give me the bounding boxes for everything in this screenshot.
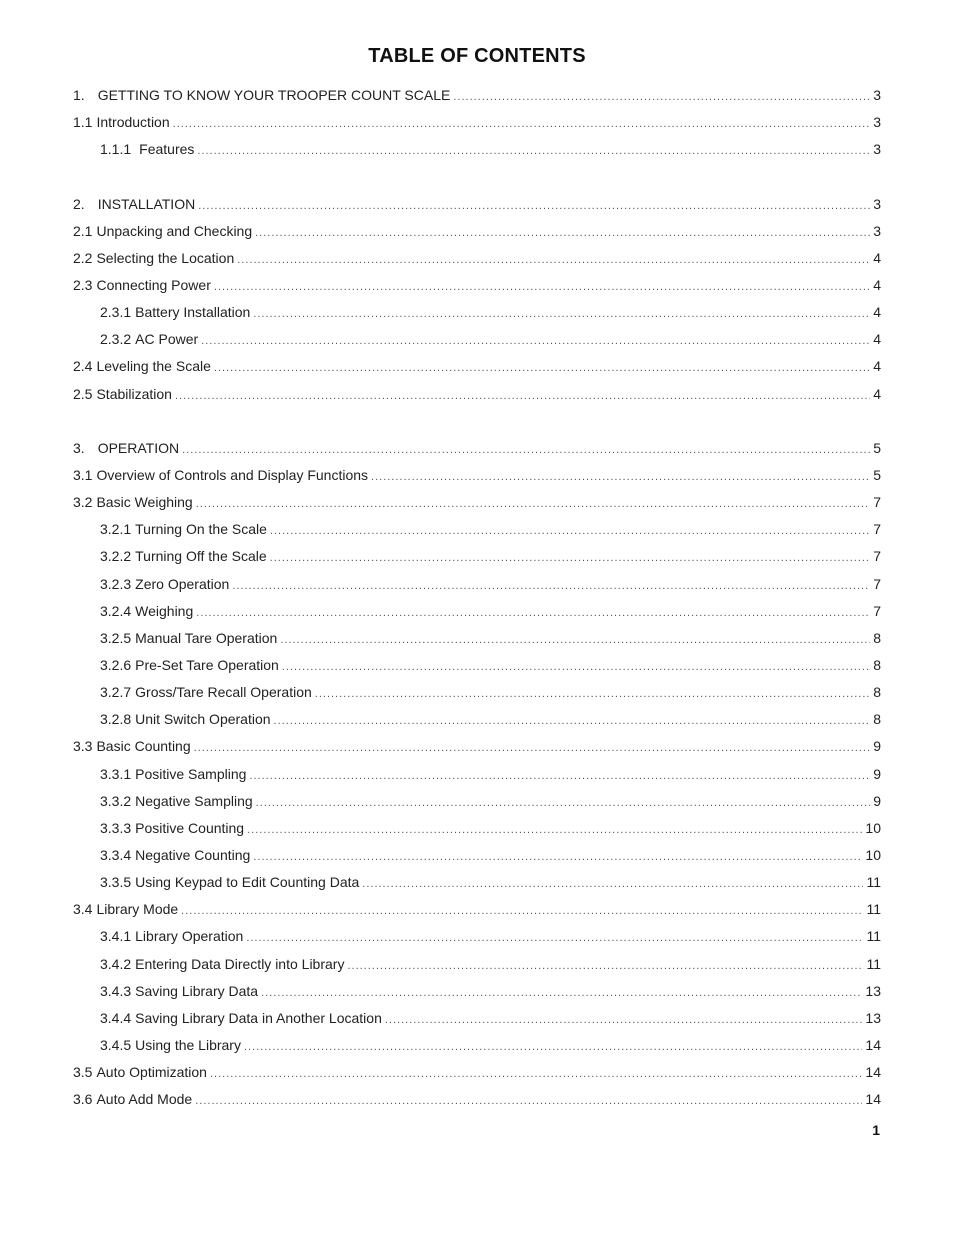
toc-entry-title: Introduction	[96, 114, 170, 131]
toc-entry-label	[100, 869, 359, 896]
toc-entry-title: GETTING TO KNOW YOUR TROOPER COUNT SCALE	[97, 87, 451, 103]
toc-entry-page: 11	[866, 901, 881, 918]
toc-entry-page: 3	[873, 222, 881, 239]
toc-entry-label	[73, 733, 191, 760]
toc-entry-number: 3.4.3	[100, 982, 132, 999]
toc-entry-label	[100, 1005, 382, 1032]
toc-entry-label	[100, 815, 244, 842]
toc-entry-page: 7	[873, 494, 881, 511]
page-number: 1	[872, 1122, 880, 1138]
toc-entry-number: 3.2.1	[100, 521, 132, 538]
toc-entry-page: 4	[873, 385, 881, 402]
toc-entry-number: 3.4	[73, 901, 93, 918]
toc-entry-label	[100, 136, 194, 163]
toc-entry-page: 13	[865, 982, 881, 999]
toc-entry-number: 1.	[73, 87, 85, 103]
toc-entry[interactable]	[73, 842, 881, 869]
toc-entry-title: Auto Optimization	[96, 1064, 207, 1081]
toc-leader-dots	[274, 708, 871, 735]
toc-entry-title: Pre-Set Tare Operation	[135, 656, 279, 673]
toc-leader-dots	[270, 545, 871, 572]
toc-entry-page: 7	[873, 602, 881, 619]
toc-entry[interactable]	[73, 951, 881, 978]
toc-leader-dots	[453, 84, 870, 111]
toc-entry-number: 2.	[73, 195, 85, 212]
toc-entry[interactable]	[73, 625, 881, 652]
toc-entry-title: Negative Counting	[135, 846, 251, 863]
toc-entry[interactable]	[73, 1059, 881, 1086]
toc-entry[interactable]	[73, 136, 881, 163]
toc-entry-page: 13	[865, 1009, 881, 1026]
toc-entry-page: 10	[865, 819, 881, 836]
toc-leader-dots	[196, 600, 870, 627]
toc-leader-dots	[244, 1034, 862, 1061]
toc-entry[interactable]	[73, 978, 881, 1005]
toc-entry-label	[73, 272, 211, 299]
toc-entry-label	[100, 923, 243, 950]
toc-entry-number: 2.3.2	[100, 331, 132, 348]
toc-leader-dots	[280, 627, 870, 654]
toc-leader-dots	[197, 138, 870, 165]
toc-entry-title: Manual Tare Operation	[135, 629, 278, 646]
toc-entry-title: Basic Counting	[96, 738, 191, 755]
toc-leader-dots	[362, 871, 863, 898]
toc-entry[interactable]	[73, 543, 881, 570]
toc-entry-label	[100, 598, 193, 625]
toc-entry-label	[100, 652, 279, 679]
toc-entry-label	[100, 951, 344, 978]
toc-entry-label	[73, 245, 234, 272]
toc-leader-dots	[282, 654, 870, 681]
toc-leader-dots	[371, 464, 870, 491]
toc-leader-dots	[315, 681, 870, 708]
toc-entry[interactable]	[73, 761, 881, 788]
toc-entry-number: 2.3.1	[100, 304, 132, 321]
toc-entry-number: 2.1	[73, 222, 93, 239]
toc-entry-page: 9	[873, 792, 881, 809]
toc-entry-number: 2.3	[73, 276, 93, 293]
toc-entry[interactable]	[73, 435, 881, 462]
toc-entry[interactable]	[73, 733, 881, 760]
toc-leader-dots	[261, 980, 862, 1007]
toc-entry-number: 3.3.2	[100, 792, 132, 809]
toc-entry-title: Selecting the Location	[96, 249, 235, 266]
toc-entry[interactable]	[73, 218, 881, 245]
toc-entry[interactable]	[73, 598, 881, 625]
toc-entry-page: 3	[873, 195, 881, 212]
toc-entry-page: 9	[873, 738, 881, 755]
toc-leader-dots	[253, 301, 870, 328]
toc-entry-number: 3.3	[73, 738, 93, 755]
toc-entry-page: 11	[866, 955, 881, 972]
toc-entry-number: 3.2.5	[100, 629, 132, 646]
toc-entry-number: 3.6	[73, 1091, 93, 1108]
toc-entry-label	[73, 489, 193, 516]
toc-leader-dots	[253, 844, 862, 871]
toc-entry-page: 14	[865, 1064, 881, 1081]
toc-entry-page: 10	[865, 846, 881, 863]
toc-entry[interactable]	[73, 652, 881, 679]
toc-entry-title: Positive Counting	[135, 819, 245, 836]
toc-leader-dots	[214, 274, 870, 301]
toc-entry-page: 3	[873, 114, 881, 131]
toc-entry-title: Auto Add Mode	[96, 1091, 193, 1108]
page-title: TABLE OF CONTENTS	[368, 45, 586, 68]
toc-entry-title: Unpacking and Checking	[96, 222, 253, 239]
toc-leader-dots	[173, 111, 871, 138]
toc-entry-number: 3.4.2	[100, 955, 132, 972]
toc-entry[interactable]	[73, 706, 881, 733]
toc-entry-number: 3.2.6	[100, 656, 132, 673]
toc-entry-title: Using the Library	[135, 1036, 241, 1053]
toc-entry-label	[100, 299, 250, 326]
toc-entry-page: 4	[873, 331, 881, 348]
toc-leader-dots	[201, 328, 870, 355]
toc-entry-page: 14	[865, 1091, 881, 1108]
toc-entry-title: Library Mode	[96, 901, 179, 918]
toc-leader-dots	[255, 220, 870, 247]
toc-entry-title: Battery Installation	[135, 304, 251, 321]
toc-entry-page: 4	[873, 276, 881, 293]
toc-entry-number: 1.1	[73, 114, 93, 131]
toc-entry-number: 3.3.1	[100, 765, 132, 782]
toc-leader-dots	[347, 953, 863, 980]
toc-entry-number: 3.	[73, 439, 85, 456]
toc-leader-dots	[246, 925, 863, 952]
toc-entry-title: Unit Switch Operation	[135, 711, 271, 728]
toc-entry-label	[73, 462, 368, 489]
toc-entry[interactable]	[73, 489, 881, 516]
toc-entry-number: 3.2.4	[100, 602, 132, 619]
toc-entry[interactable]	[73, 109, 881, 136]
toc-entry-label	[73, 353, 211, 380]
toc-entry[interactable]	[73, 245, 881, 272]
toc-entry-title: Entering Data Directly into Library	[135, 955, 345, 972]
toc-entry-number: 3.4.1	[100, 928, 132, 945]
toc-entry[interactable]	[73, 788, 881, 815]
toc-entry-title: Saving Library Data in Another Location	[135, 1009, 382, 1026]
toc-entry-title: INSTALLATION	[97, 195, 196, 212]
toc-entry[interactable]	[73, 679, 881, 706]
toc-leader-dots	[198, 193, 870, 220]
toc-entry-number: 3.2.3	[100, 575, 132, 592]
toc-entry-label	[100, 679, 312, 706]
toc-entry-number: 3.4.5	[100, 1036, 132, 1053]
toc-entry-page: 4	[873, 249, 881, 266]
toc-entry[interactable]	[73, 1032, 881, 1059]
toc-entry-title: Connecting Power	[96, 276, 211, 293]
toc-entry-number: 3.3.3	[100, 819, 132, 836]
toc-entry[interactable]	[73, 272, 881, 299]
toc-entry-title: Using Keypad to Edit Counting Data	[135, 874, 360, 891]
toc-entry[interactable]	[73, 1005, 881, 1032]
toc-entry-number: 3.1	[73, 466, 93, 483]
toc-entry-title: AC Power	[135, 331, 199, 348]
toc-entry-label	[100, 706, 271, 733]
toc-entry-title: OPERATION	[97, 439, 180, 456]
toc-entry[interactable]	[73, 191, 881, 218]
toc-leader-dots	[194, 735, 871, 762]
toc-entry-page: 8	[873, 656, 881, 673]
toc-entry-page: 8	[873, 684, 881, 701]
toc-entry[interactable]	[73, 462, 881, 489]
toc-leader-dots	[385, 1007, 863, 1034]
toc-entry[interactable]	[73, 815, 881, 842]
toc-leader-dots	[237, 247, 870, 274]
toc-entry-label	[100, 978, 258, 1005]
toc-entry-title: Saving Library Data	[135, 982, 259, 999]
toc-entry-label	[73, 1086, 192, 1113]
toc-leader-dots	[214, 355, 870, 382]
toc-entry-label	[100, 571, 229, 598]
toc-entry-label	[100, 761, 246, 788]
toc-entry[interactable]	[73, 1086, 881, 1113]
toc-leader-dots	[256, 790, 871, 817]
toc-entry-title: Basic Weighing	[96, 494, 193, 511]
toc-entry-number: 3.2.8	[100, 711, 132, 728]
toc-entry-title: Negative Sampling	[135, 792, 253, 809]
toc-entry-number: 3.4.4	[100, 1009, 132, 1026]
toc-leader-dots	[247, 817, 862, 844]
table-of-contents	[73, 82, 881, 1113]
toc-entry-page: 11	[866, 928, 881, 945]
toc-entry-page: 3	[873, 87, 881, 103]
toc-entry-page: 3	[873, 141, 881, 158]
toc-leader-dots	[270, 518, 870, 545]
toc-entry[interactable]	[73, 516, 881, 543]
toc-entry-number: 3.2.2	[100, 548, 132, 565]
toc-entry-title: Gross/Tare Recall Operation	[135, 684, 312, 701]
toc-entry-number: 3.2.7	[100, 684, 132, 701]
toc-entry-label	[100, 788, 253, 815]
toc-entry-title: Overview of Controls and Display Functions	[96, 466, 369, 483]
toc-entry[interactable]	[73, 896, 881, 923]
toc-entry[interactable]	[73, 923, 881, 950]
toc-entry-label	[73, 896, 178, 923]
toc-entry-number: 3.3.4	[100, 846, 132, 863]
toc-leader-dots	[249, 763, 870, 790]
toc-entry-page: 9	[873, 765, 881, 782]
toc-entry-number: 2.4	[73, 358, 93, 375]
toc-leader-dots	[196, 491, 870, 518]
toc-leader-dots	[182, 437, 870, 464]
toc-entry-number: 2.5	[73, 385, 93, 402]
toc-entry-label	[73, 381, 172, 408]
toc-entry-page: 14	[865, 1036, 881, 1053]
toc-entry-title: Stabilization	[96, 385, 172, 402]
toc-entry[interactable]	[73, 326, 881, 353]
toc-entry-page: 7	[873, 521, 881, 538]
toc-entry-page: 4	[873, 304, 881, 321]
toc-entry-label	[100, 326, 198, 353]
toc-entry-page: 7	[873, 575, 881, 592]
toc-entry-title: Leveling the Scale	[96, 358, 211, 375]
toc-entry[interactable]	[73, 299, 881, 326]
toc-entry-label	[100, 625, 277, 652]
toc-leader-dots	[175, 383, 870, 410]
toc-entry-page: 11	[866, 874, 881, 891]
toc-entry-page: 5	[873, 466, 881, 483]
toc-entry-label	[100, 1032, 241, 1059]
toc-entry-title: Positive Sampling	[135, 765, 247, 782]
toc-leader-dots	[181, 898, 863, 925]
toc-leader-dots	[232, 573, 870, 600]
toc-entry-label	[73, 82, 450, 109]
toc-entry-title: Weighing	[135, 602, 194, 619]
toc-entry-page: 5	[873, 439, 881, 456]
toc-entry-label	[73, 1059, 207, 1086]
toc-entry-label	[73, 435, 179, 462]
toc-entry-number: 3.3.5	[100, 874, 132, 891]
toc-entry-number: 1.1.1	[100, 141, 132, 158]
toc-entry-label	[73, 109, 170, 136]
toc-entry-number: 3.2	[73, 494, 93, 511]
toc-entry[interactable]	[73, 353, 881, 380]
toc-entry-label	[100, 543, 267, 570]
toc-entry-label	[73, 191, 195, 218]
toc-entry-number: 3.5	[73, 1064, 93, 1081]
toc-entry[interactable]	[73, 381, 881, 408]
toc-leader-dots	[195, 1088, 862, 1115]
toc-entry-title: Library Operation	[135, 928, 244, 945]
toc-entry-title: Zero Operation	[135, 575, 230, 592]
toc-entry-label	[100, 842, 250, 869]
toc-entry[interactable]	[73, 82, 881, 109]
toc-leader-dots	[210, 1061, 862, 1088]
toc-entry[interactable]	[73, 869, 881, 896]
toc-entry-page: 8	[873, 629, 881, 646]
toc-entry-number: 2.2	[73, 249, 93, 266]
toc-entry-label	[100, 516, 267, 543]
toc-entry-label	[73, 218, 252, 245]
toc-entry-title: Features	[139, 141, 195, 158]
toc-entry-title: Turning On the Scale	[135, 521, 267, 538]
toc-entry-page: 4	[873, 358, 881, 375]
toc-entry-title: Turning Off the Scale	[135, 548, 267, 565]
toc-entry-page: 7	[873, 548, 881, 565]
toc-entry[interactable]	[73, 571, 881, 598]
toc-entry-page: 8	[873, 711, 881, 728]
